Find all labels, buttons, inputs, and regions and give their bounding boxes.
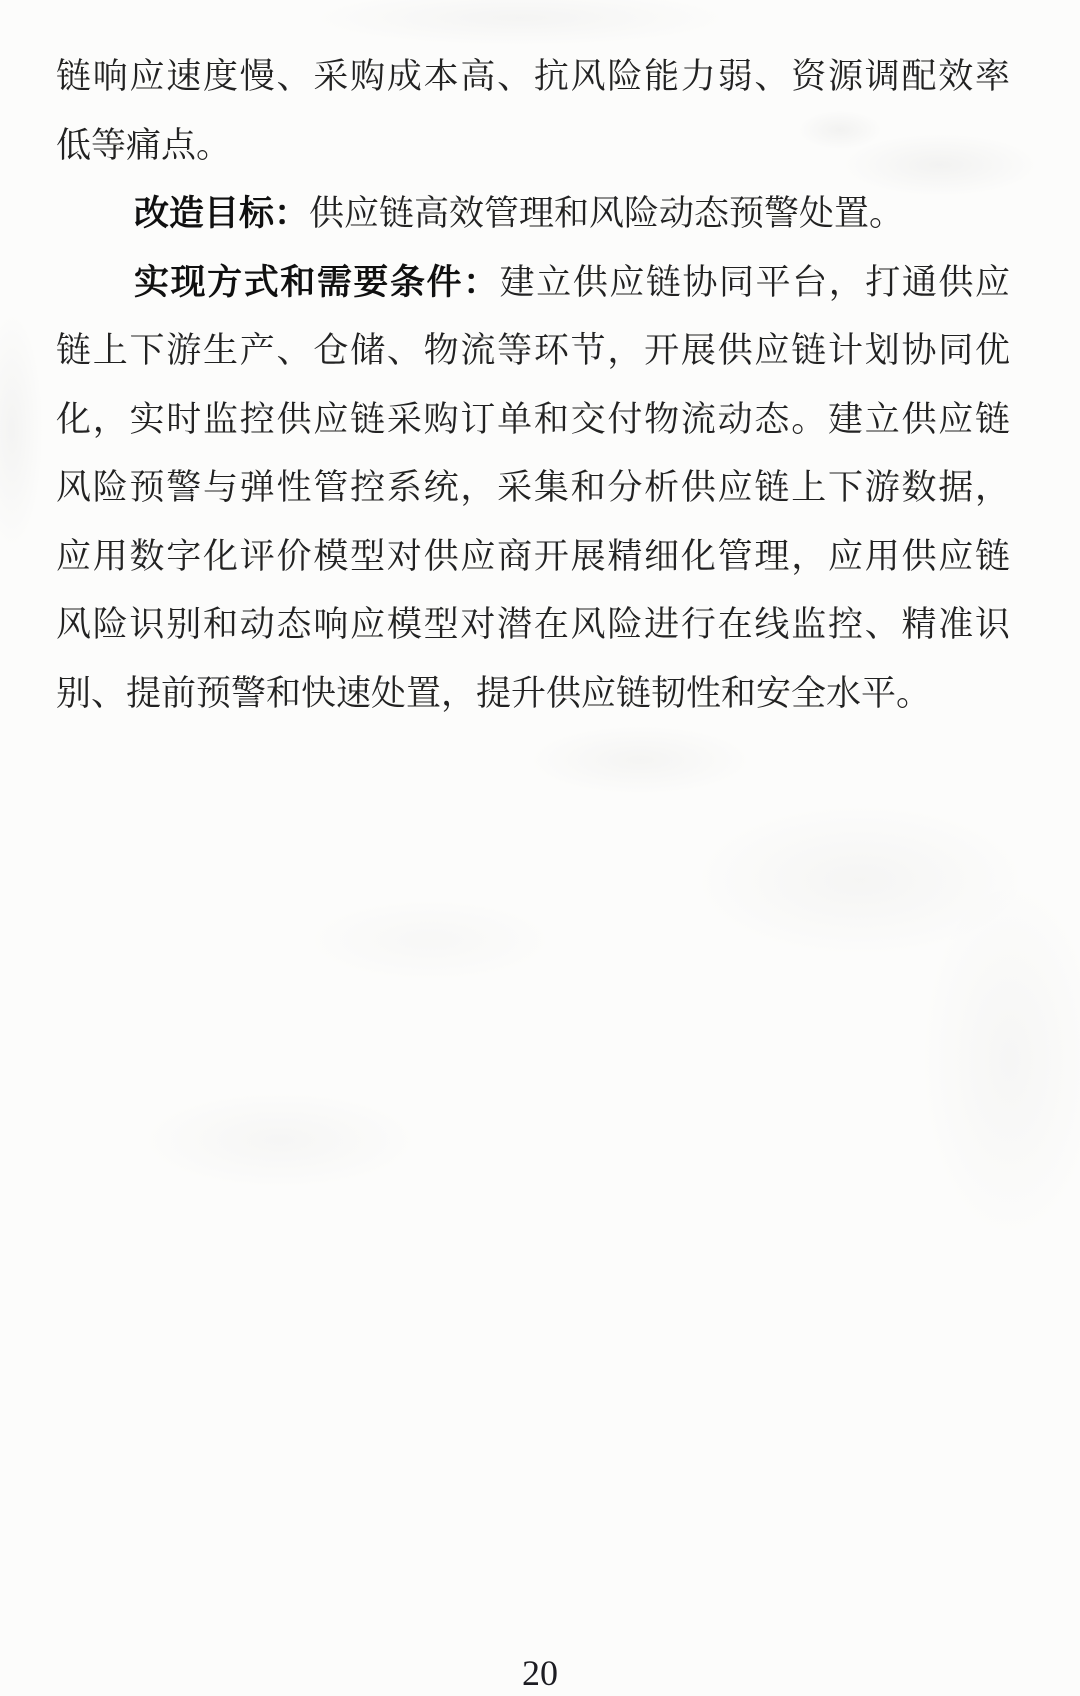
line-text: 别、提前预警和快速处置，提升供应链韧性和安全水平。 bbox=[56, 673, 932, 713]
line-text: 链响应速度慢、采购成本高、抗风险能力弱、资源调配效率 bbox=[56, 57, 1010, 96]
body-line-2 bbox=[56, 112, 1010, 181]
line-text: 供应链高效管理和风险动态预警处置。 bbox=[309, 194, 905, 233]
line-text: 低等痛点。 bbox=[56, 125, 232, 165]
body-line-5 bbox=[56, 317, 1010, 386]
line-text: 链上下游生产、仓储、物流等环节，开展供应链计划协同优 bbox=[56, 331, 1010, 370]
line-label-transformation-goal: 改造目标： bbox=[134, 194, 310, 233]
line-text: 化，实时监控供应链采购订单和交付物流动态。建立供应链 bbox=[56, 399, 1010, 439]
body-line-6 bbox=[56, 386, 1010, 455]
body-line-1 bbox=[56, 43, 1010, 112]
line-text: 风险识别和动态响应模型对潜在风险进行在线监控、精准识 bbox=[56, 605, 1010, 644]
body-line-4 bbox=[56, 249, 1010, 318]
page-footer bbox=[0, 1652, 1080, 1694]
body-line-9 bbox=[56, 591, 1010, 660]
document-body bbox=[56, 43, 1010, 728]
body-line-8 bbox=[56, 523, 1010, 592]
page-number: 20 bbox=[522, 1653, 558, 1693]
line-text: 风险预警与弹性管控系统，采集和分析供应链上下游数据， bbox=[56, 468, 1010, 507]
body-line-10 bbox=[56, 660, 1010, 729]
line-text: 建立供应链协同平台，打通供应 bbox=[499, 262, 1010, 302]
line-label-implementation-conditions: 实现方式和需要条件： bbox=[134, 262, 500, 302]
body-line-7 bbox=[56, 454, 1010, 523]
line-text: 应用数字化评价模型对供应商开展精细化管理，应用供应链 bbox=[56, 536, 1010, 576]
body-line-3 bbox=[56, 180, 1010, 249]
